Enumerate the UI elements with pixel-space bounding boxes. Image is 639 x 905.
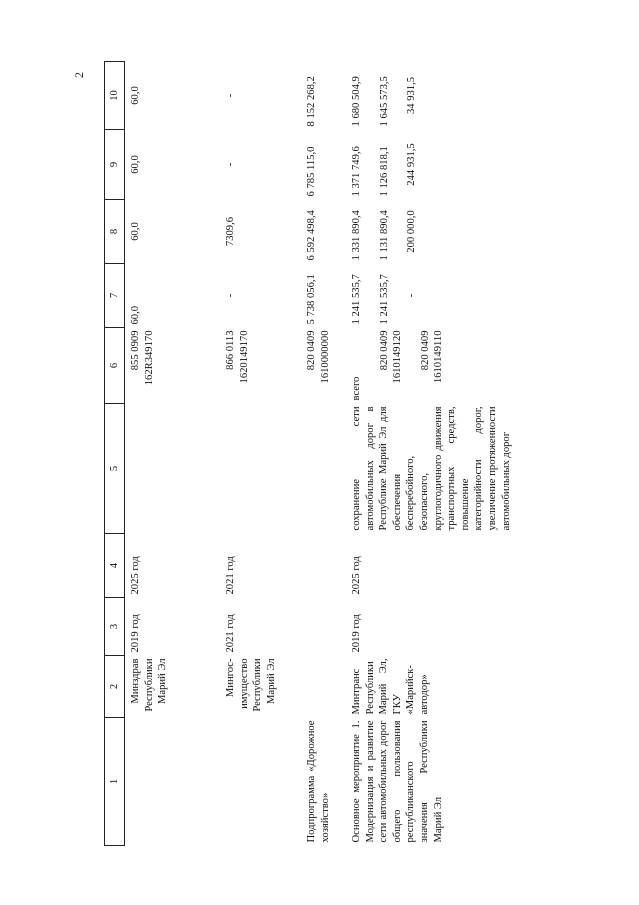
value-code-2: - (406, 293, 418, 298)
budget-table-sheet (104, 62, 619, 846)
cell-value-col9: 6 785 115,0 (306, 146, 317, 197)
budget-code-total: всего (351, 376, 362, 401)
cell-executor: Мингос-имущество Республики Марий Эл (225, 658, 277, 712)
cell-start-year: 2021 год (225, 614, 236, 653)
cell-activity-name: Основное мероприятие 1. Модернизация и развитие сети автомобильных дорог общего пользования республиканского значения Республики Марий Эл (351, 720, 444, 843)
column-header-4: 4 (105, 534, 125, 598)
cell-expected-result: сохранение сети автомобильных дорог в Республике Марий Эл для обеспечения бесперебойного, безопасного, круглогодичного движения транспортных средств, повышение категорийности дорог, увеличение протяженности автомобильных дорог (351, 406, 512, 531)
page-number: 2 (72, 72, 86, 78)
value-total: 1 241 535,7 (351, 274, 362, 325)
column-header-10: 10 (105, 62, 125, 130)
table-header (105, 62, 125, 846)
cell-value-col9 (349, 130, 515, 200)
column-header-3: 3 (105, 598, 125, 656)
value-total: 1 680 504,9 (351, 76, 362, 127)
cell-value-col8: 60,0 (130, 222, 141, 241)
cell-value-col10 (349, 62, 515, 130)
cell-budget-codes (349, 328, 515, 404)
cell-value-col10: - (225, 93, 236, 98)
cell-end-year: 2021 год (225, 556, 236, 595)
value-total: 1 371 749,6 (351, 146, 362, 197)
cell-value-col9: 60,0 (130, 155, 141, 174)
cell-value-col8: 7309,6 (225, 216, 236, 247)
cell-end-year (304, 534, 349, 598)
budget-code-2: 820 0409 1610149110 (419, 330, 445, 384)
column-header-5: 5 (105, 404, 125, 534)
cell-budget-code: 866 0113 1620149170 (225, 330, 250, 384)
budget-code-1: 820 0409 1610149120 (378, 330, 404, 384)
column-header-7: 7 (105, 264, 125, 328)
cell-value-col7: - (225, 293, 236, 298)
cell-start-year: 2019 год (130, 614, 141, 653)
column-header-9: 9 (105, 130, 125, 200)
cell-value-col7: 60,0 (130, 305, 141, 325)
cell-value-col7: 5 738 056,1 (306, 274, 317, 325)
cell-budget-code: 855 0909 162R349170 (130, 330, 155, 386)
cell-subprogram-name: Подпрограмма «Дорожное хозяйство» (306, 720, 331, 843)
column-header-6: 6 (105, 328, 125, 404)
cell-expected-result (125, 404, 224, 534)
cell-expected-result (304, 404, 349, 534)
cell-value-col10: 8 152 268,2 (306, 76, 317, 127)
cell-start-year: 2019 год (351, 614, 362, 653)
value-total: 1 331 890,4 (351, 210, 362, 261)
cell-executor (304, 656, 349, 718)
table-row (349, 62, 515, 846)
cell-value-col8: 6 592 498,4 (306, 210, 317, 261)
budget-table (104, 61, 515, 846)
cell-end-year: 2025 год (130, 556, 141, 595)
cell-value-col7 (349, 264, 515, 328)
cell-start-year (304, 598, 349, 656)
value-code-1: 1 645 573,5 (378, 76, 390, 127)
value-code-2: 34 931,5 (406, 76, 418, 115)
table-row (223, 62, 304, 846)
cell-expected-result (223, 404, 304, 534)
cell-executor: Минтранс Республики Марий Эл, ГКУ «Марийск-автодор» (351, 658, 430, 715)
column-header-2: 2 (105, 656, 125, 718)
value-code-2: 244 931,5 (406, 143, 418, 186)
value-code-2: 200 000,0 (406, 210, 418, 253)
cell-budget-code: 820 0409 1610000000 (306, 330, 331, 384)
value-code-1: 1 126 818,1 (378, 146, 390, 197)
cell-program-name (125, 718, 224, 846)
cell-value-col8 (349, 200, 515, 264)
table-row (125, 62, 224, 846)
column-header-1: 1 (105, 718, 125, 846)
value-code-1: 1 241 535,7 (378, 274, 390, 325)
cell-executor: Минздрав Республики Марий Эл (130, 658, 169, 712)
cell-value-col10: 60,0 (130, 86, 141, 105)
cell-program-name (223, 718, 304, 846)
table-row (304, 62, 349, 846)
value-code-1: 1 131 890,4 (378, 210, 390, 261)
cell-value-col9: - (225, 162, 236, 167)
column-header-8: 8 (105, 200, 125, 264)
cell-end-year: 2025 год (351, 556, 362, 595)
header-row (105, 62, 125, 846)
